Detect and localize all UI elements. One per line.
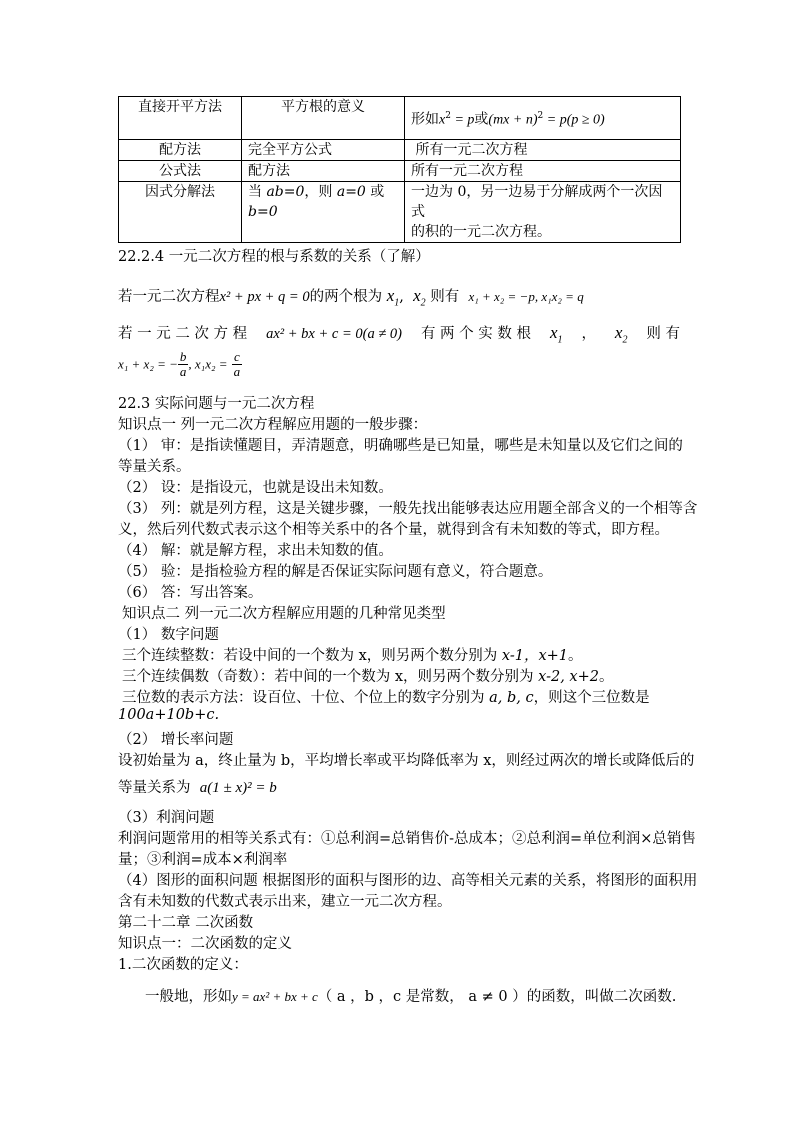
- section-heading-223: 22.3 实际问题与一元二次方程: [118, 396, 315, 412]
- quadratic-definition: [145, 985, 676, 1006]
- method-name: 配方法: [159, 142, 201, 158]
- math-paren: (mx + n): [488, 112, 538, 128]
- math-tail: = p(p ≥ 0): [543, 112, 605, 128]
- definition-title: 1.二次函数的定义：: [118, 957, 248, 973]
- method-cell: [119, 140, 242, 161]
- three-digit-expression: 100a+10b+c.: [118, 707, 220, 723]
- text: 等量关系为: [118, 780, 191, 796]
- text: 若 一 元 二 次 方 程: [118, 326, 248, 342]
- method-name: 公式法: [159, 163, 201, 179]
- scope-line-2: 的积的一元二次方程。: [411, 224, 551, 240]
- step-1-line-1: （1） 审：是指读懂题目，弄清题意，明确哪些是已知量，哪些是未知量以及它们之间的: [118, 438, 683, 454]
- separator: ，: [581, 326, 596, 342]
- numerator: b: [179, 349, 187, 364]
- method-cell: [119, 161, 242, 182]
- scope-cell: [405, 140, 681, 161]
- text: 则 有: [646, 326, 680, 342]
- basis-text: 完全平方公式: [248, 142, 332, 158]
- growth-equation: a(1 ± x)² = b: [199, 780, 277, 796]
- math-x: x: [439, 112, 446, 128]
- table-row: [119, 97, 681, 140]
- fraction-c-a: [232, 350, 243, 379]
- basis-text: 配方法: [248, 163, 290, 179]
- product-formula: , x₁x₂ = q: [534, 289, 584, 304]
- type-3-heading: （3）利润问题: [118, 810, 215, 826]
- basis-cell: [242, 161, 405, 182]
- type-2-heading: （2） 增长率问题: [118, 732, 234, 748]
- chapter-heading: 第二十二章 二次函数: [118, 915, 254, 931]
- section-heading-2224: 22.2.4 一元二次方程的根与系数的关系（了解）: [118, 249, 430, 265]
- text: 有 两 个 实 数 根: [420, 326, 531, 342]
- method-cell: [119, 97, 242, 140]
- math-eq: [220, 289, 310, 305]
- growth-line-1: 设初始量为 a，终止量为 b，平均增长率或平均降低率为 x，则经过两次的增长或降低后的: [118, 753, 695, 769]
- text: 一般地，形如: [145, 989, 232, 1005]
- step-1-line-2: 等量关系。: [118, 459, 191, 475]
- profit-line-2: 量；③利润=成本×利润率: [118, 852, 288, 868]
- expression: a, b, c: [489, 690, 534, 706]
- type-1-heading: （1） 数字问题: [118, 627, 219, 643]
- step-2: （2） 设：是指设元，也就是设出未知数。: [118, 480, 393, 496]
- quadratic-form: y = ax² + bx + c: [232, 989, 318, 1004]
- basis-cell: [242, 182, 405, 243]
- area-line-2: 含有未知数的代数式表示出来，建立一元二次方程。: [118, 894, 452, 910]
- step-6: （6） 答：写出答案。: [118, 585, 263, 601]
- growth-line-2: [118, 776, 277, 797]
- root-symbol: x: [386, 286, 395, 305]
- consecutive-integers: [122, 644, 583, 665]
- basis-pre: 当: [248, 184, 267, 200]
- scope-text: 所有一元二次方程: [415, 142, 528, 158]
- root-x1: $x_1$: [386, 286, 400, 309]
- expression: x-2, x+2: [538, 669, 599, 685]
- numerator: c: [232, 350, 243, 365]
- text: 三个连续偶数（奇数）：若中间的一个数为 x，则另两个数分别为: [122, 669, 539, 685]
- root-x1: $x_1$: [549, 323, 563, 346]
- basis-text: 平方根的意义: [281, 99, 365, 115]
- root-x2: $x_2$: [614, 323, 628, 346]
- basis-mid: ，则: [304, 184, 337, 200]
- scope-line-1: 一边为 0，另一边易于分解成两个一次因式: [411, 184, 663, 220]
- denominator: a: [179, 364, 187, 379]
- root-x2: $x_2$: [413, 286, 426, 309]
- vieta-line-1: 若一元二次方程x² + px + q = 0的两个根为 $x_1$, $x_2$ 则有 x₁ + x₂ = −p, x₁x₂ = q: [118, 286, 584, 309]
- table-row: [119, 140, 681, 161]
- basis-a: a=0: [336, 184, 366, 200]
- method-name: 直接开平方法: [138, 99, 222, 115]
- step-3-line-2: 义，然后列代数式表示这个相等关系中的各个量，就得到含有未知数的等式，即方程。: [118, 522, 669, 538]
- denominator: a: [233, 364, 241, 379]
- knowledge-point-1: 知识点一 列一元二次方程解应用题的一般步骤：: [118, 417, 428, 433]
- consecutive-evens: [122, 665, 613, 686]
- scope-cell: 形如$x^2 = p$或(mx + n)$^2$ = p(p ≥ 0): [405, 97, 681, 140]
- equation: x² + px + q = 0: [219, 289, 310, 305]
- methods-table: [118, 96, 681, 243]
- scope-cell: [405, 161, 681, 182]
- scope-prefix: 形如: [411, 111, 439, 128]
- area-line-1: （4）图形的面积问题 根据图形的面积与图形的边、高等相关元素的关系，将图形的面积用: [118, 873, 698, 889]
- text: 则有: [430, 289, 460, 305]
- step-4: （4） 解：就是解方程，求出未知数的值。: [118, 543, 393, 559]
- expression: x-1，x+1: [501, 648, 569, 664]
- basis-b: b=0: [248, 204, 278, 220]
- profit-line-1: 利润问题常用的相等关系式有：①总利润=总销售价-总成本；②总利润=单位利润×总销售: [118, 831, 696, 847]
- knowledge-point-2: 知识点二 列一元二次方程解应用题的几种常见类型: [122, 606, 446, 622]
- equation: ax² + bx + c = 0(a ≠ 0): [266, 326, 402, 342]
- vieta-formula-2: [118, 350, 242, 379]
- text: （ a ，b ，c 是常数， a ≠ 0 ）的函数，叫做二次函数.: [317, 989, 677, 1005]
- product-formula: , x₁x₂ =: [188, 356, 228, 372]
- step-5: （5） 验：是指检验方程的解是否保证实际问题有意义，符合题意。: [118, 564, 553, 580]
- basis-cell: [242, 97, 405, 140]
- text: 的两个根为: [309, 289, 383, 305]
- fraction-b-a: [178, 350, 189, 379]
- basis-or: 或: [365, 184, 385, 200]
- sum-formula: x₁ + x₂ = −: [118, 356, 178, 372]
- scope-or: 或: [474, 111, 489, 128]
- basis-ab: ab=0: [266, 184, 305, 200]
- math-eq: = p: [450, 112, 475, 128]
- scope-text: 所有一元二次方程: [411, 163, 523, 179]
- method-cell: [119, 182, 242, 243]
- step-3-line-1: （3） 列：就是列方程，这是关键步骤，一般先找出能够表达应用题全部含义的一个相等含: [118, 501, 698, 517]
- text: 三个连续整数：若设中间的一个数为 x，则另两个数分别为: [122, 648, 502, 664]
- root-symbol: x: [614, 323, 623, 342]
- three-digit-number: [122, 686, 650, 707]
- sum-formula: x₁ + x₂ = −p: [468, 289, 535, 304]
- table-row: [119, 182, 681, 243]
- vieta-line-2: [118, 322, 680, 345]
- method-name: 因式分解法: [145, 184, 215, 200]
- table-row: [119, 161, 681, 182]
- text: ，则这个三位数是: [533, 690, 650, 706]
- root-symbol: x: [413, 286, 421, 305]
- text: 。: [568, 648, 583, 664]
- basis-cell: [242, 140, 405, 161]
- text: 若一元二次方程: [118, 289, 220, 305]
- text: 三位数的表示方法：设百位、十位、个位上的数字分别为: [122, 690, 490, 706]
- text: 。: [598, 669, 614, 685]
- chapter-knowledge-point-1: 知识点一：二次函数的定义: [118, 936, 292, 952]
- root-symbol: x: [549, 323, 558, 342]
- scope-cell: [405, 182, 681, 243]
